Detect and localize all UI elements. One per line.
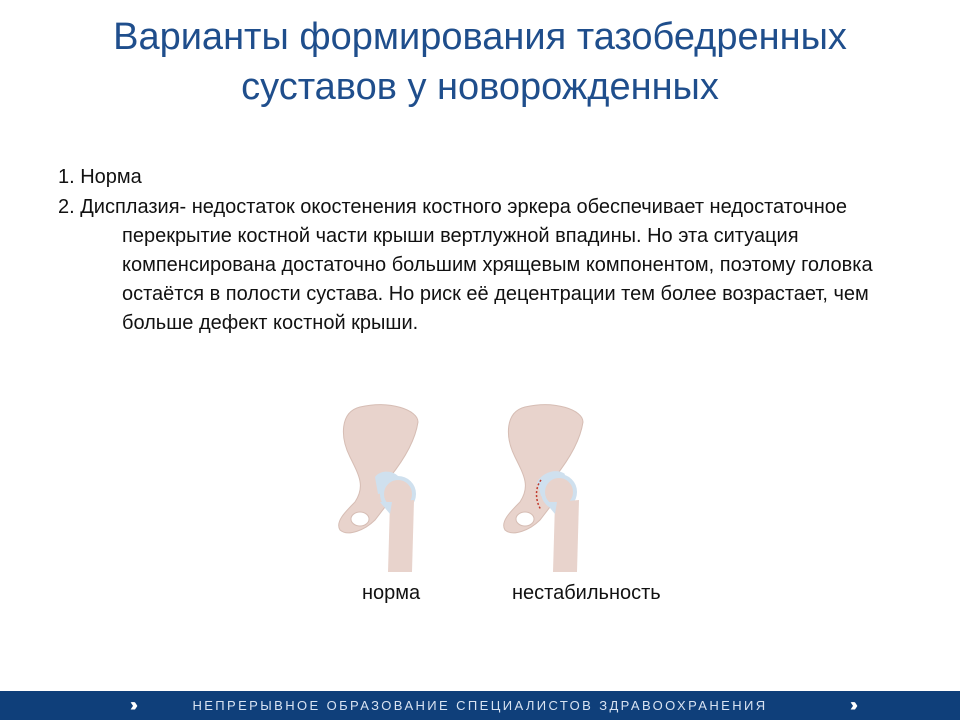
slide-content [58, 163, 898, 338]
footer-bar [0, 691, 960, 720]
title-line-1: Варианты формирования тазобедренных [113, 16, 847, 58]
unstable-hip-drawing [504, 405, 583, 572]
title-line-2: суставов у новорожденных [241, 66, 719, 108]
caption-instability: нестабильность [512, 582, 661, 604]
list-item-normal: 1. Норма [58, 166, 142, 188]
hip-joint-svg [330, 402, 590, 572]
normal-hip-drawing [339, 405, 418, 572]
footer-text: НЕПРЕРЫВНОЕ ОБРАЗОВАНИЕ СПЕЦИАЛИСТОВ ЗДРАВООХРАНЕНИЯ [192, 698, 768, 713]
double-chevron-icon: ››› [850, 695, 853, 715]
list-item-dysplasia: 2. Дисплазия- недостаток окостенения костного эркера обеспечивает недостаточное перекрытие костной части крыши вертлужной впадины. Но эта ситуация компенсирована достаточно большим хрящевым компонентом, поэтому головка остаётся в полости сустава. Но риск её децентрации тем более возрастает, чем больше дефект костной крыши. [58, 196, 873, 334]
caption-normal: норма [362, 582, 421, 604]
hip-joint-illustration [330, 402, 590, 572]
slide-title [0, 12, 960, 112]
double-chevron-icon: ››› [130, 695, 133, 715]
